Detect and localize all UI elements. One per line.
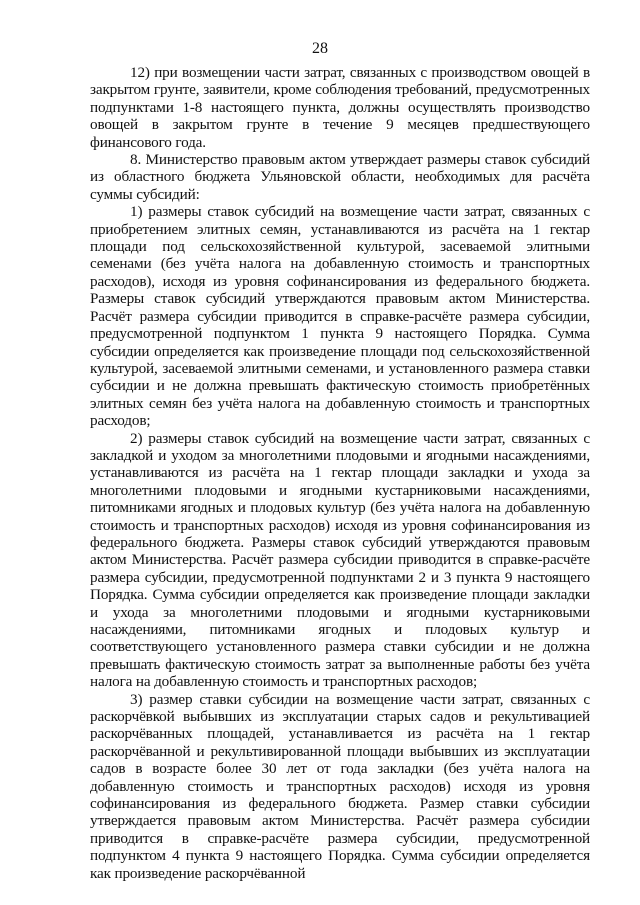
paragraph-subpoint-3: 3) размер ставки субсидии на возмещение части затрат, связанных с раскорчёвкой выбывших из эксплуатации старых садов и рекультивацией раскорчёванных площадей, устанавливается из расчёта на 1 гектар раскорчёванной и рекультивированной площади выбывших из эксплуатации садов в возрасте более 30 лет от года закладки (без учёта налога на добавленную стоимость и транспортных расходов) исходя из уровня софинансирования из федерального бюджета. Размер ставки субсидии утверждается правовым актом Министерства. Расчёт размера субсидии приводится в справке-расчёте размера субсидии, предусмотренной подпунктом 4 пункта 9 настоящего Порядка. Сумма субсидии определяется как произведение раскорчёванной bbox=[90, 690, 590, 882]
document-body bbox=[90, 64, 590, 882]
paragraph-point-8: 8. Министерство правовым актом утверждает размеры ставок субсидий из областного бюджета Ульяновской области, необходимых для расчёта суммы субсидий: bbox=[90, 151, 590, 203]
paragraph-item-12: 12) при возмещении части затрат, связанных с производством овощей в закрытом грунте, заявители, кроме соблюдения требований, предусмотренных подпунктами 1-8 настоящего пункта, должны осуществлять производство овощей в закрытом грунте в течение 9 месяцев предшествующего финансового года. bbox=[90, 64, 590, 151]
paragraph-subpoint-2: 2) размеры ставок субсидий на возмещение части затрат, связанных с закладкой и уходом за многолетними плодовыми и ягодными насаждениями, устанавливаются из расчёта на 1 гектар площади закладки и ухода за многолетними плодовыми и ягодными кустарниковыми насаждениями, питомниками ягодных и плодовых культур (без учёта налога на добавленную стоимость и транспортных расходов) исходя из уровня софинансирования из федерального бюджета. Размеры ставок субсидий утверждаются правовым актом Министерства. Расчёт размера субсидии приводится в справке-расчёте размера субсидии, предусмотренной подпунктами 2 и 3 пункта 9 настоящего Порядка. Сумма субсидии определяется как произведение площади закладки и ухода за многолетними плодовыми и ягодными кустарниковыми насаждениями, питомниками ягодных и плодовых культур и соответствующего установленного размера ставки субсидии и не должна превышать фактическую стоимость затрат за выполненные работы без учёта налога на добавленную стоимость и транспортных расходов; bbox=[90, 429, 590, 691]
paragraph-subpoint-1: 1) размеры ставок субсидий на возмещение части затрат, связанных с приобретением элитных семян, устанавливаются из расчёта на 1 гектар площади под сельскохозяйственной культурой, засеваемой элитными семенами (без учёта налога на добавленную стоимость и транспортных расходов), исходя из уровня софинансирования из федерального бюджета. Размеры ставок субсидий утверждаются правовым актом Министерства. Расчёт размера субсидии приводится в справке-расчёте размера субсидии, предусмотренной подпунктом 1 пункта 9 настоящего Порядка. Сумма субсидии определяется как произведение площади под сельскохозяйственной культурой, засеваемой элитными семенами, и установленного размера ставки субсидии и не должна превышать фактическую стоимость приобретённых элитных семян без учёта налога на добавленную стоимость и транспортных расходов; bbox=[90, 203, 590, 430]
page-number: 28 bbox=[312, 40, 328, 57]
